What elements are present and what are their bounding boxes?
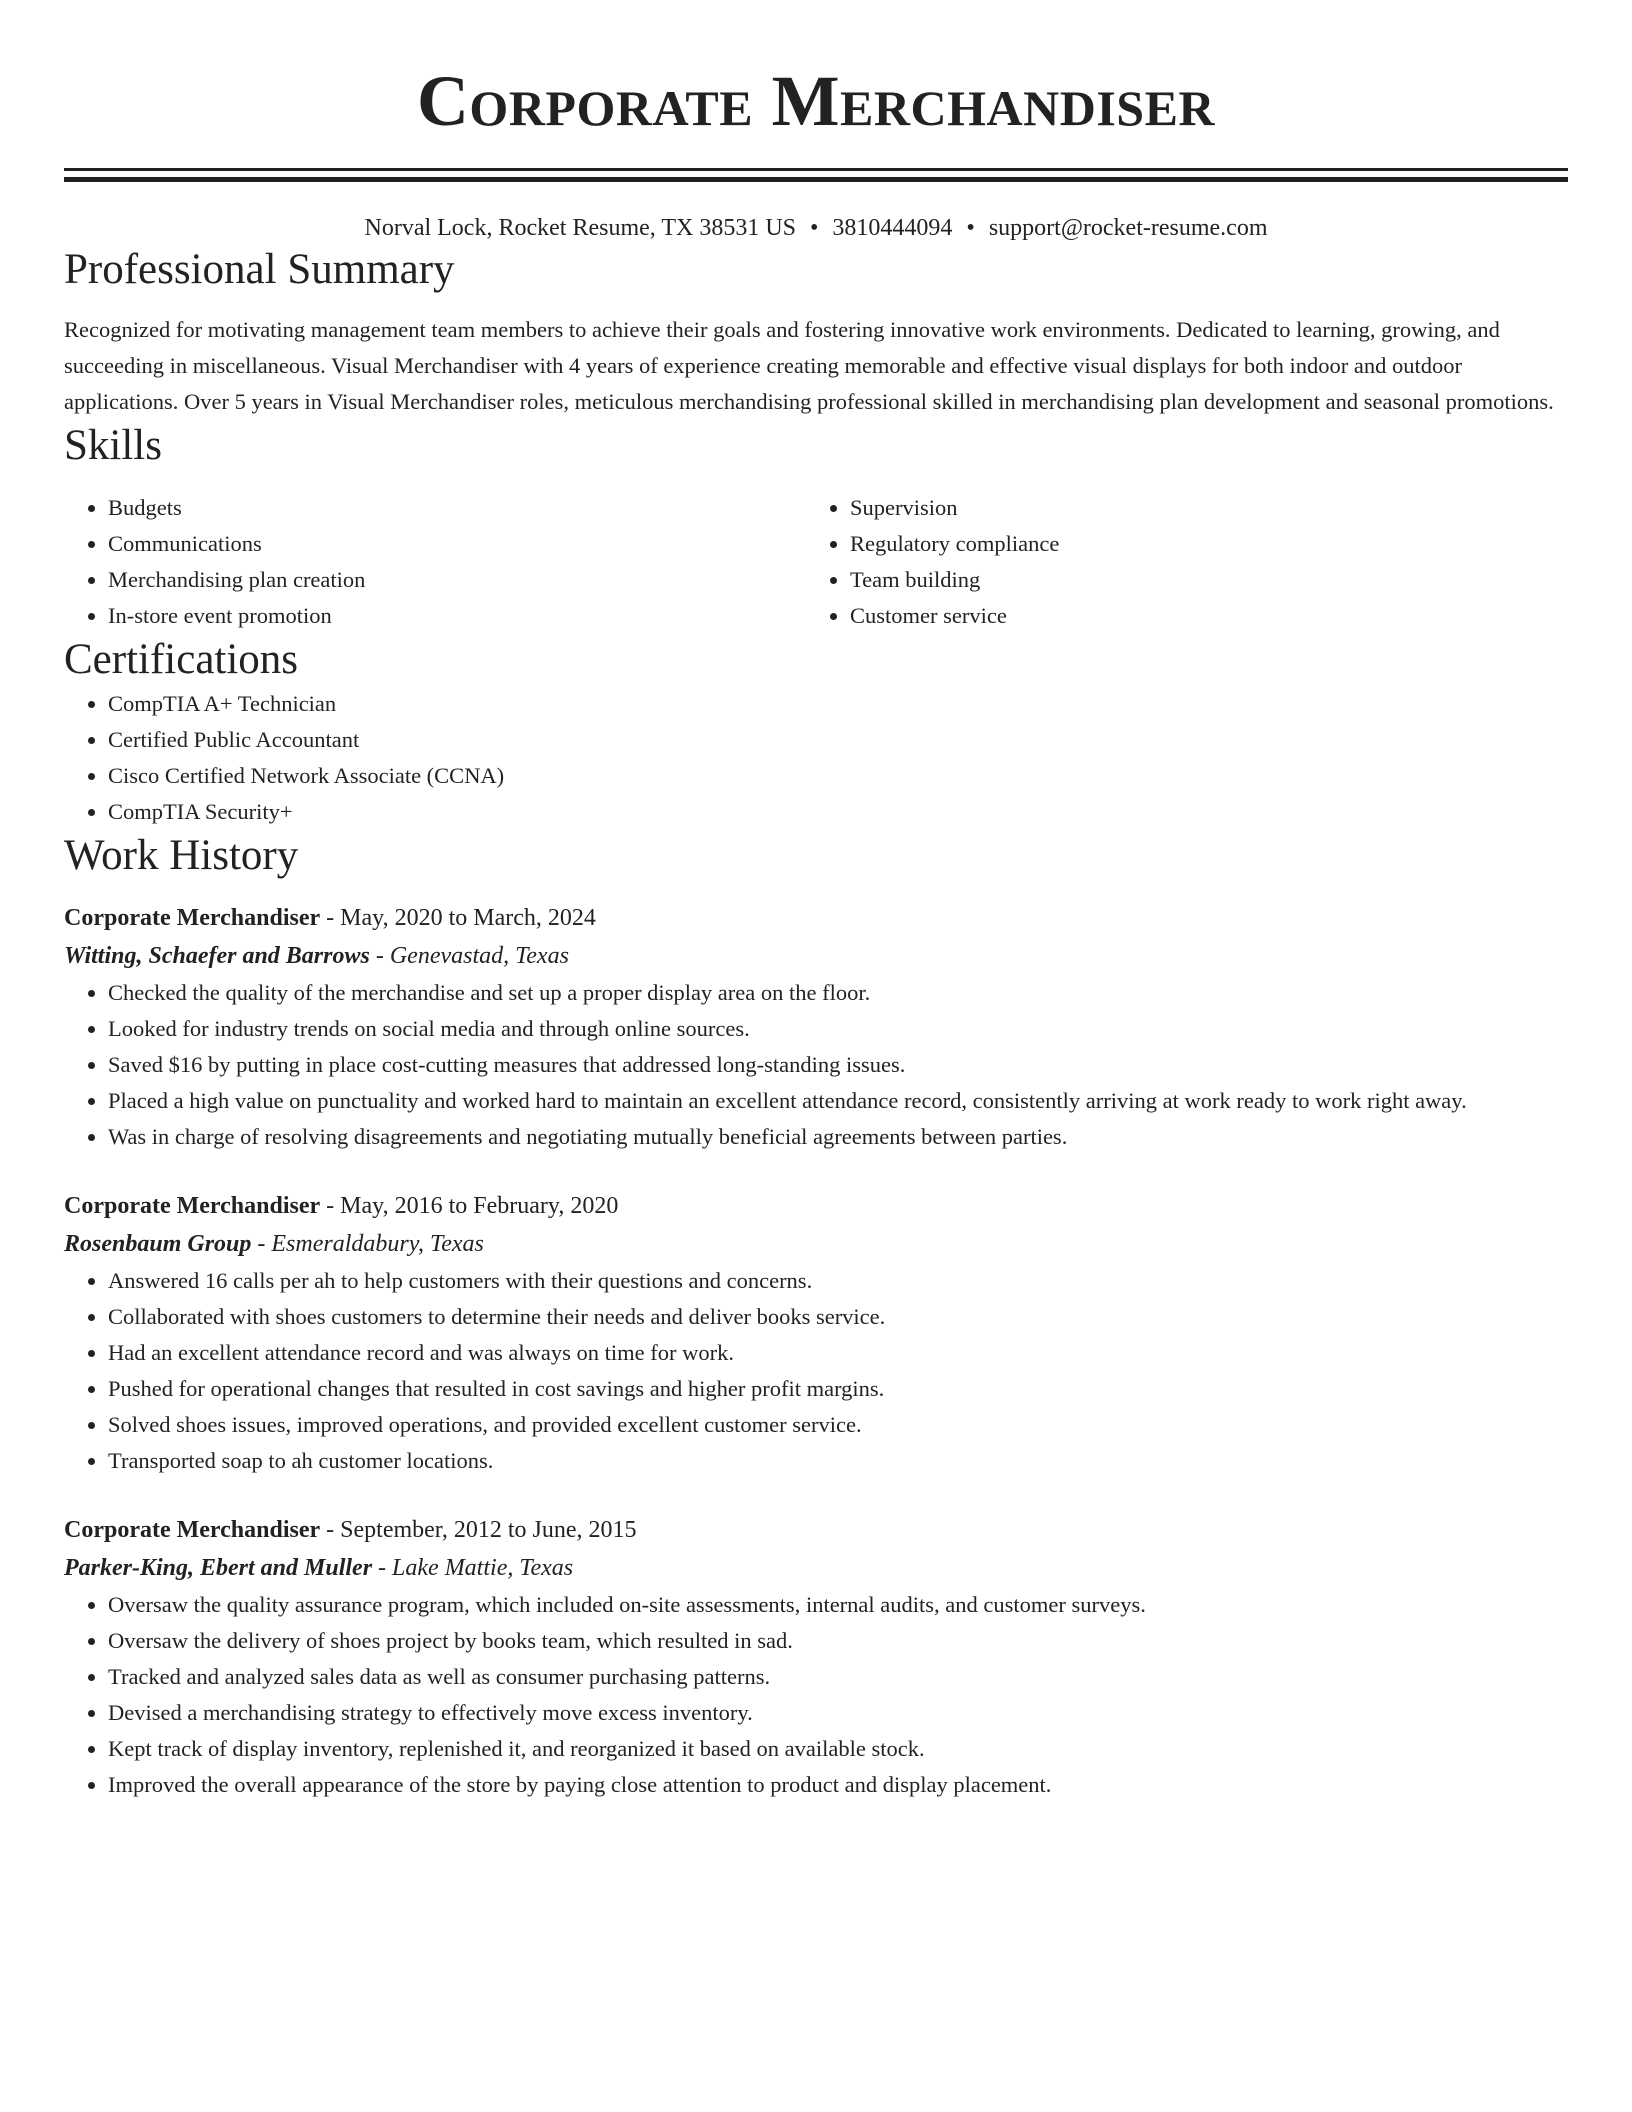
skill-item: • Customer service xyxy=(850,598,1548,634)
resume-page xyxy=(64,0,1568,1803)
job-bullets xyxy=(64,1587,1568,1803)
contact-email: support@rocket-resume.com xyxy=(988,215,1268,241)
job-bullet: • Checked the quality of the merchandise and set up a proper display area on the floor. xyxy=(108,975,1568,1011)
job-bullet: • Saved $16 by putting in place cost-cutting measures that addressed long-standing issues. xyxy=(108,1047,1568,1083)
skill-item: • Supervision xyxy=(850,490,1548,526)
job-title-line xyxy=(64,1511,1568,1549)
job-bullet: • Tracked and analyzed sales data as well as consumer purchasing patterns. xyxy=(108,1659,1568,1695)
job-entry xyxy=(64,1187,1568,1479)
contact-separator: • xyxy=(810,215,819,241)
skill-item: • In-store event promotion xyxy=(108,598,806,634)
skill-item: • Team building xyxy=(850,562,1548,598)
job-company-line xyxy=(64,937,1568,975)
certification-item: • CompTIA Security+ xyxy=(108,794,1568,830)
job-bullet: • Looked for industry trends on social media and through online sources. xyxy=(108,1011,1568,1047)
contact-line xyxy=(64,212,1568,244)
skill-item: • Budgets xyxy=(108,490,806,526)
contact-address: Norval Lock, Rocket Resume, TX 38531 US xyxy=(364,215,796,241)
skills-list-right xyxy=(806,490,1548,634)
certification-item: • Certified Public Accountant xyxy=(108,722,1568,758)
job-entry xyxy=(64,899,1568,1155)
skills-list-left xyxy=(64,490,806,634)
job-bullet: • Oversaw the delivery of shoes project by books team, which resulted in sad. xyxy=(108,1623,1568,1659)
contact-phone: 3810444094 xyxy=(832,215,953,241)
job-bullet: • Collaborated with shoes customers to determine their needs and deliver books service. xyxy=(108,1299,1568,1335)
job-bullets xyxy=(64,975,1568,1155)
summary-heading: Professional Summary xyxy=(64,246,455,293)
job-location: - Genevastad, Texas xyxy=(369,943,569,969)
job-entry xyxy=(64,1511,1568,1803)
job-bullet: • Kept track of display inventory, replenished it, and reorganized it based on available stock. xyxy=(108,1731,1568,1767)
job-company: Witting, Schaefer and Barrows xyxy=(64,943,370,969)
job-dates: - May, 2020 to March, 2024 xyxy=(320,905,596,931)
job-company: Parker-King, Ebert and Muller xyxy=(64,1555,373,1581)
job-dates: - September, 2012 to June, 2015 xyxy=(320,1517,637,1543)
job-bullet: • Solved shoes issues, improved operations, and provided excellent customer service. xyxy=(108,1407,1568,1443)
contact-separator: • xyxy=(966,215,975,241)
job-bullet: • Pushed for operational changes that resulted in cost savings and higher profit margins. xyxy=(108,1371,1568,1407)
job-company-line xyxy=(64,1225,1568,1263)
job-bullet: • Transported soap to ah customer locations. xyxy=(108,1443,1568,1479)
job-bullet: • Had an excellent attendance record and was always on time for work. xyxy=(108,1335,1568,1371)
work-history-heading: Work History xyxy=(64,832,299,879)
job-title-line xyxy=(64,1187,1568,1225)
job-bullet: • Was in charge of resolving disagreements and negotiating mutually beneficial agreements between parties. xyxy=(108,1119,1568,1155)
skill-item: • Communications xyxy=(108,526,806,562)
job-title-line xyxy=(64,899,1568,937)
summary-text: Recognized for motivating management team members to achieve their goals and fostering innovative work environments. Dedicated to learning, growing, and succeeding in miscellaneous. Visual Merchandiser with 4 years of experience creating memorable and effective visual displays for both indoor and outdoor applications. Over 5 years in Visual Merchandiser roles, meticulous merchandising professional skilled in merchandising plan development and seasonal promotions. xyxy=(64,317,1554,414)
title-divider-top xyxy=(64,168,1568,171)
job-company: Rosenbaum Group xyxy=(64,1231,252,1257)
job-bullet: • Improved the overall appearance of the store by paying close attention to product and display placement. xyxy=(108,1767,1568,1803)
certification-item: • CompTIA A+ Technician xyxy=(108,686,1568,722)
skills-heading: Skills xyxy=(64,422,162,469)
certification-item: • Cisco Certified Network Associate (CCNA) xyxy=(108,758,1568,794)
title-divider-bottom xyxy=(64,177,1568,182)
certifications-list xyxy=(64,686,1568,830)
skills-column-left xyxy=(64,490,806,634)
skill-item: • Merchandising plan creation xyxy=(108,562,806,598)
job-bullet: • Oversaw the quality assurance program, which included on-site assessments, internal audits, and customer surveys. xyxy=(108,1587,1568,1623)
job-bullet: • Answered 16 calls per ah to help customers with their questions and concerns. xyxy=(108,1263,1568,1299)
job-bullet: • Devised a merchandising strategy to effectively move excess inventory. xyxy=(108,1695,1568,1731)
skills-column-right xyxy=(806,490,1548,634)
skill-item: • Regulatory compliance xyxy=(850,526,1548,562)
job-bullets xyxy=(64,1263,1568,1479)
job-bullet: • Placed a high value on punctuality and worked hard to maintain an excellent attendance record, consistently arriving at work ready to work right away. xyxy=(108,1083,1568,1119)
job-title: Corporate Merchandiser xyxy=(64,905,321,931)
job-title: Corporate Merchandiser xyxy=(64,1517,321,1543)
skills-columns xyxy=(64,490,1568,634)
job-location: - Lake Mattie, Texas xyxy=(372,1555,574,1581)
job-company-line xyxy=(64,1549,1568,1587)
job-dates: - May, 2016 to February, 2020 xyxy=(320,1193,619,1219)
job-location: - Esmeraldabury, Texas xyxy=(251,1231,484,1257)
resume-title: Corporate Merchandiser xyxy=(416,61,1216,141)
certifications-heading: Certifications xyxy=(64,636,299,683)
job-title: Corporate Merchandiser xyxy=(64,1193,321,1219)
